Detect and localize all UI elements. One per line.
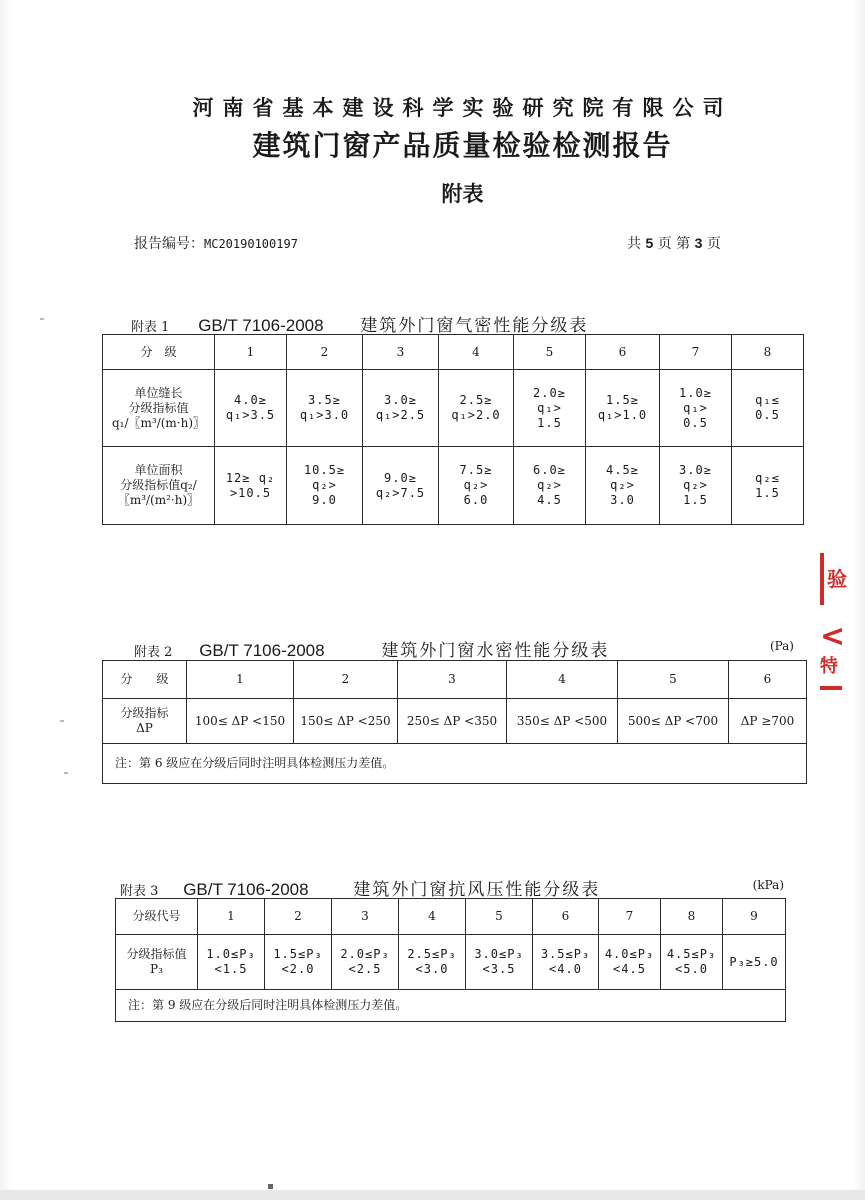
p3-value-grade-7-line: 4.0≤P₃	[604, 947, 655, 961]
q1-value-grade-5-line: 1.5	[537, 415, 562, 430]
q1-value-grade-7-line: q₁>	[683, 400, 708, 415]
p3-value-grade-6	[533, 935, 599, 990]
grade-6-line: 6	[763, 672, 772, 686]
p3-value-grade-4-line: 2.5≤P₃	[407, 947, 457, 961]
p3-value-grade-8-line: <5.0	[675, 962, 708, 976]
report-number-value: MC20190100197	[204, 237, 298, 251]
table2-header-row	[103, 661, 807, 699]
q2-value-grade-8	[732, 447, 804, 525]
airtightness-table	[102, 334, 804, 525]
grade-5	[466, 899, 533, 935]
dp-value-grade-2	[294, 699, 398, 744]
organization-name: 河南省基本建设科学实验研究院有限公司	[192, 95, 733, 120]
dp-value-grade-6	[729, 699, 807, 744]
q2-value-grade-6-line: q₂>	[610, 478, 635, 492]
q1-value-grade-5-line: q₁>	[537, 400, 562, 415]
p3-value-grade-6-line: <4.0	[549, 962, 582, 976]
q1-value-grade-4	[439, 370, 514, 447]
row-label-length-line: q₁/〖m³/(m·h)〗	[111, 415, 206, 430]
p3-value-grade-9-line: P₃≥5.0	[729, 954, 779, 969]
report-number	[134, 233, 298, 253]
q1-value-grade-8-line: q₁≤	[755, 393, 780, 407]
dp-value-grade-3	[398, 699, 507, 744]
p3-value-grade-6-line: 3.5≤P₃	[540, 947, 591, 961]
table3-standard: GB/T 7106-2008	[183, 880, 309, 899]
p3-value-grade-3-line: 2.0≤P₃	[340, 947, 390, 961]
p3-value-grade-5-line: 3.0≤P₃	[474, 947, 524, 961]
seal-fragment-top-text: 验	[827, 567, 847, 591]
q1-value-grade-7-line: 0.5	[683, 415, 708, 430]
table1-row-area	[103, 447, 804, 525]
p3-value-grade-1-line: 1.0≤P₃	[206, 947, 256, 961]
grade-5-line: 5	[495, 909, 503, 923]
q2-value-grade-5-line: 6.0≥	[533, 463, 566, 477]
dp-value-grade-1-line: 100≤ ΔP <150	[194, 713, 286, 728]
row-label-dp-line: ΔP	[136, 721, 153, 735]
page-info-suffix: 页	[706, 236, 721, 252]
q1-value-grade-4-line: q₁>2.0	[451, 408, 501, 422]
q2-value-grade-6	[586, 447, 660, 525]
q1-value-grade-3	[363, 370, 439, 447]
table1-label: 附表 1	[131, 320, 170, 335]
row-label-length-line: 单位缝长	[134, 385, 183, 400]
grade-2-line: 2	[320, 344, 329, 359]
q2-value-grade-2-line: 9.0	[312, 493, 337, 507]
p3-value-grade-9	[723, 935, 786, 990]
grade-2	[287, 335, 363, 370]
grade-8-line: 8	[687, 909, 696, 923]
page-current: 3	[694, 235, 703, 251]
q2-value-grade-2	[287, 447, 363, 525]
seal-fragment-bottom-text: 特	[820, 656, 838, 677]
grade-6-line: 6	[561, 909, 570, 923]
p3-value-grade-3-line: <2.5	[348, 962, 382, 976]
row-label-p3	[116, 935, 198, 990]
q2-value-grade-3	[363, 447, 439, 525]
table3-note-row	[116, 990, 786, 1022]
q2-value-grade-4-line: 6.0	[463, 493, 489, 507]
q1-value-grade-5	[514, 370, 586, 447]
table2-unit: (Pa)	[769, 639, 794, 653]
q2-value-grade-5-line: q₂>	[537, 478, 562, 492]
grade-2	[265, 899, 332, 935]
row-label-area	[103, 447, 215, 525]
seal-fragment-bottom: < 特	[820, 622, 845, 690]
q1-value-grade-4-line: 2.5≥	[459, 393, 493, 407]
grade-5-line: 5	[669, 672, 677, 686]
watertightness-table	[102, 660, 807, 784]
grade-4-line: 4	[428, 909, 436, 923]
grade-1-line: 1	[227, 909, 235, 923]
table3-value-row	[116, 935, 786, 990]
row-label-length	[103, 370, 215, 447]
table2-standard: GB/T 7106-2008	[199, 641, 325, 660]
row-label-dp	[103, 699, 187, 744]
q2-value-grade-8-line: 1.5	[755, 485, 780, 500]
scan-speck	[40, 318, 44, 320]
row-label-p3-line: P₃	[150, 962, 163, 976]
wind-pressure-table	[115, 898, 786, 1022]
table3-label: 附表 3	[120, 884, 159, 899]
q1-value-grade-1-line: 4.0≥	[234, 393, 267, 407]
q1-value-grade-3-line: q₁>2.5	[375, 408, 426, 422]
grade-label	[103, 661, 187, 699]
grade-1	[187, 661, 294, 699]
grade-label-line: 分 级	[120, 672, 169, 686]
table3-name: 建筑外门窗抗风压性能分级表	[353, 880, 601, 900]
grade-code-label	[116, 899, 198, 935]
row-label-dp-line: 分级指标	[120, 706, 169, 720]
q1-value-grade-1-line: q₁>3.5	[225, 408, 276, 422]
q2-value-grade-2-line: 10.5≥	[303, 463, 346, 477]
grade-3-line: 3	[448, 672, 456, 686]
grade-5-line: 5	[545, 344, 554, 359]
grade-5	[618, 661, 729, 699]
q1-value-grade-7-line: 1.0≥	[679, 385, 712, 400]
grade-8-line: 8	[763, 344, 772, 359]
grade-4	[439, 335, 514, 370]
q1-value-grade-2	[287, 370, 363, 447]
p3-value-grade-2	[265, 935, 332, 990]
q2-value-grade-6-line: 3.0	[610, 493, 635, 507]
p3-value-grade-7	[599, 935, 661, 990]
q2-value-grade-4	[439, 447, 514, 525]
p3-value-grade-3	[332, 935, 399, 990]
report-number-label: 报告编号：	[134, 236, 204, 252]
q1-value-grade-6-line: 1.5≥	[606, 393, 639, 407]
q2-value-grade-2-line: q₂>	[312, 478, 337, 492]
q1-value-grade-2-line: 3.5≥	[308, 393, 341, 407]
q2-value-grade-3-line: q₂>7.5	[375, 485, 426, 500]
scan-speck	[64, 772, 68, 774]
dp-value-grade-6-line: ΔP ≥700	[740, 713, 795, 728]
grade-3-line: 3	[396, 344, 405, 359]
table1-standard: GB/T 7106-2008	[198, 316, 324, 335]
dp-value-grade-3-line: 250≤ ΔP <350	[406, 713, 498, 728]
grade-3	[332, 899, 399, 935]
row-label-area-line: 分级指标值q₂/	[120, 478, 197, 492]
q2-value-grade-3-line: 9.0≥	[384, 470, 417, 485]
q1-value-grade-7	[660, 370, 732, 447]
q2-value-grade-4-line: q₂>	[463, 478, 489, 492]
grade-code-label-line: 分级代号	[132, 909, 181, 923]
q2-value-grade-7-line: q₂>	[683, 478, 708, 492]
page-info	[627, 233, 721, 253]
grade-6	[586, 335, 660, 370]
q2-value-grade-7-line: 3.0≥	[679, 463, 712, 477]
dp-value-grade-5-line: 500≤ ΔP <700	[627, 713, 719, 728]
grade-4	[399, 899, 466, 935]
grade-7-line: 7	[625, 909, 634, 923]
p3-value-grade-2-line: <2.0	[281, 962, 315, 976]
q1-value-grade-6	[586, 370, 660, 447]
p3-value-grade-7-line: <4.5	[613, 962, 646, 976]
grade-2	[294, 661, 398, 699]
q2-value-grade-6-line: 4.5≥	[606, 463, 639, 477]
q1-value-grade-6-line: q₁>1.0	[597, 408, 648, 422]
q2-value-grade-8-line: q₂≤	[755, 470, 780, 485]
q2-value-grade-1-line: >10.5	[229, 485, 272, 500]
q1-value-grade-5-line: 2.0≥	[533, 385, 566, 400]
grade-6	[533, 899, 599, 935]
grade-2-line: 2	[341, 672, 350, 686]
row-label-p3-line: 分级指标值	[126, 947, 187, 961]
grade-4-line: 4	[558, 672, 566, 686]
row-label-area-line: 单位面积	[134, 463, 183, 477]
grade-1	[198, 899, 265, 935]
table3-caption	[120, 875, 784, 900]
q1-value-grade-2-line: q₁>3.0	[299, 408, 350, 422]
scan-speck	[268, 1184, 273, 1189]
p3-value-grade-8	[661, 935, 723, 990]
grade-1	[215, 335, 287, 370]
grade-8	[661, 899, 723, 935]
q2-value-grade-5-line: 4.5	[537, 493, 562, 507]
q2-value-grade-1	[215, 447, 287, 525]
p3-value-grade-1	[198, 935, 265, 990]
p3-value-grade-1-line: <1.5	[214, 962, 248, 976]
q2-value-grade-7	[660, 447, 732, 525]
p3-value-grade-5	[466, 935, 533, 990]
page-info-prefix: 共	[627, 236, 641, 252]
q1-value-grade-1	[215, 370, 287, 447]
row-label-length-line: 分级指标值	[128, 400, 189, 415]
table1-name: 建筑外门窗气密性能分级表	[360, 316, 589, 336]
table2-name: 建筑外门窗水密性能分级表	[381, 641, 610, 661]
table1-header-row	[103, 335, 804, 370]
grade-1-line: 1	[236, 672, 244, 686]
page-info-middle: 页 第	[657, 236, 691, 252]
report-title: 建筑门窗产品质量检验检测报告	[252, 129, 673, 162]
grade-6-line: 6	[618, 344, 627, 359]
grade-8	[732, 335, 804, 370]
p3-value-grade-5-line: <3.5	[482, 962, 516, 976]
grade-4-line: 4	[472, 344, 480, 359]
q2-value-grade-4-line: 7.5≥	[459, 463, 493, 477]
dp-value-grade-4	[507, 699, 618, 744]
page-total: 5	[645, 235, 654, 251]
q2-value-grade-7-line: 1.5	[683, 493, 708, 507]
table3-note: 注：第 9 级应在分级后同时注明具体检测压力差值。	[116, 990, 786, 1022]
q2-value-grade-1-line: 12≥ q₂	[225, 470, 276, 485]
grade-label-line: 分 级	[140, 344, 177, 359]
grade-6	[729, 661, 807, 699]
q1-value-grade-8-line: 0.5	[755, 408, 780, 422]
table3-unit: (kPa)	[752, 878, 784, 892]
table1-caption	[131, 311, 588, 336]
row-label-area-line: 〖m³/(m²·h)〗	[117, 493, 200, 507]
grade-7	[599, 899, 661, 935]
q2-value-grade-5	[514, 447, 586, 525]
p3-value-grade-4-line: <3.0	[415, 962, 449, 976]
dp-value-grade-1	[187, 699, 294, 744]
scan-edge	[0, 1190, 865, 1200]
dp-value-grade-4-line: 350≤ ΔP <500	[516, 713, 608, 728]
table2-caption	[134, 636, 794, 661]
table1-row-length	[103, 370, 804, 447]
table2-note: 注：第 6 级应在分级后同时注明具体检测压力差值。	[103, 744, 807, 784]
grade-7-line: 7	[691, 344, 700, 359]
table2-value-row	[103, 699, 807, 744]
grade-3-line: 3	[361, 909, 369, 923]
p3-value-grade-8-line: 4.5≤P₃	[666, 947, 717, 961]
p3-value-grade-4	[399, 935, 466, 990]
q1-value-grade-8	[732, 370, 804, 447]
table3-header-row	[116, 899, 786, 935]
grade-7	[660, 335, 732, 370]
grade-3	[398, 661, 507, 699]
dp-value-grade-5	[618, 699, 729, 744]
q1-value-grade-3-line: 3.0≥	[384, 393, 417, 407]
dp-value-grade-2-line: 150≤ ΔP <250	[300, 713, 391, 728]
grade-3	[363, 335, 439, 370]
grade-label	[103, 335, 215, 370]
grade-4	[507, 661, 618, 699]
report-subtitle: 附表	[441, 181, 484, 206]
grade-9-line: 9	[750, 909, 758, 923]
table2-label: 附表 2	[134, 645, 173, 660]
p3-value-grade-2-line: 1.5≤P₃	[273, 947, 323, 961]
grade-2-line: 2	[294, 909, 302, 923]
seal-fragment-top	[820, 553, 847, 605]
grade-9	[723, 899, 786, 935]
grade-1-line: 1	[246, 344, 255, 359]
grade-5	[514, 335, 586, 370]
table2-note-row	[103, 744, 807, 784]
scan-speck	[60, 720, 64, 722]
